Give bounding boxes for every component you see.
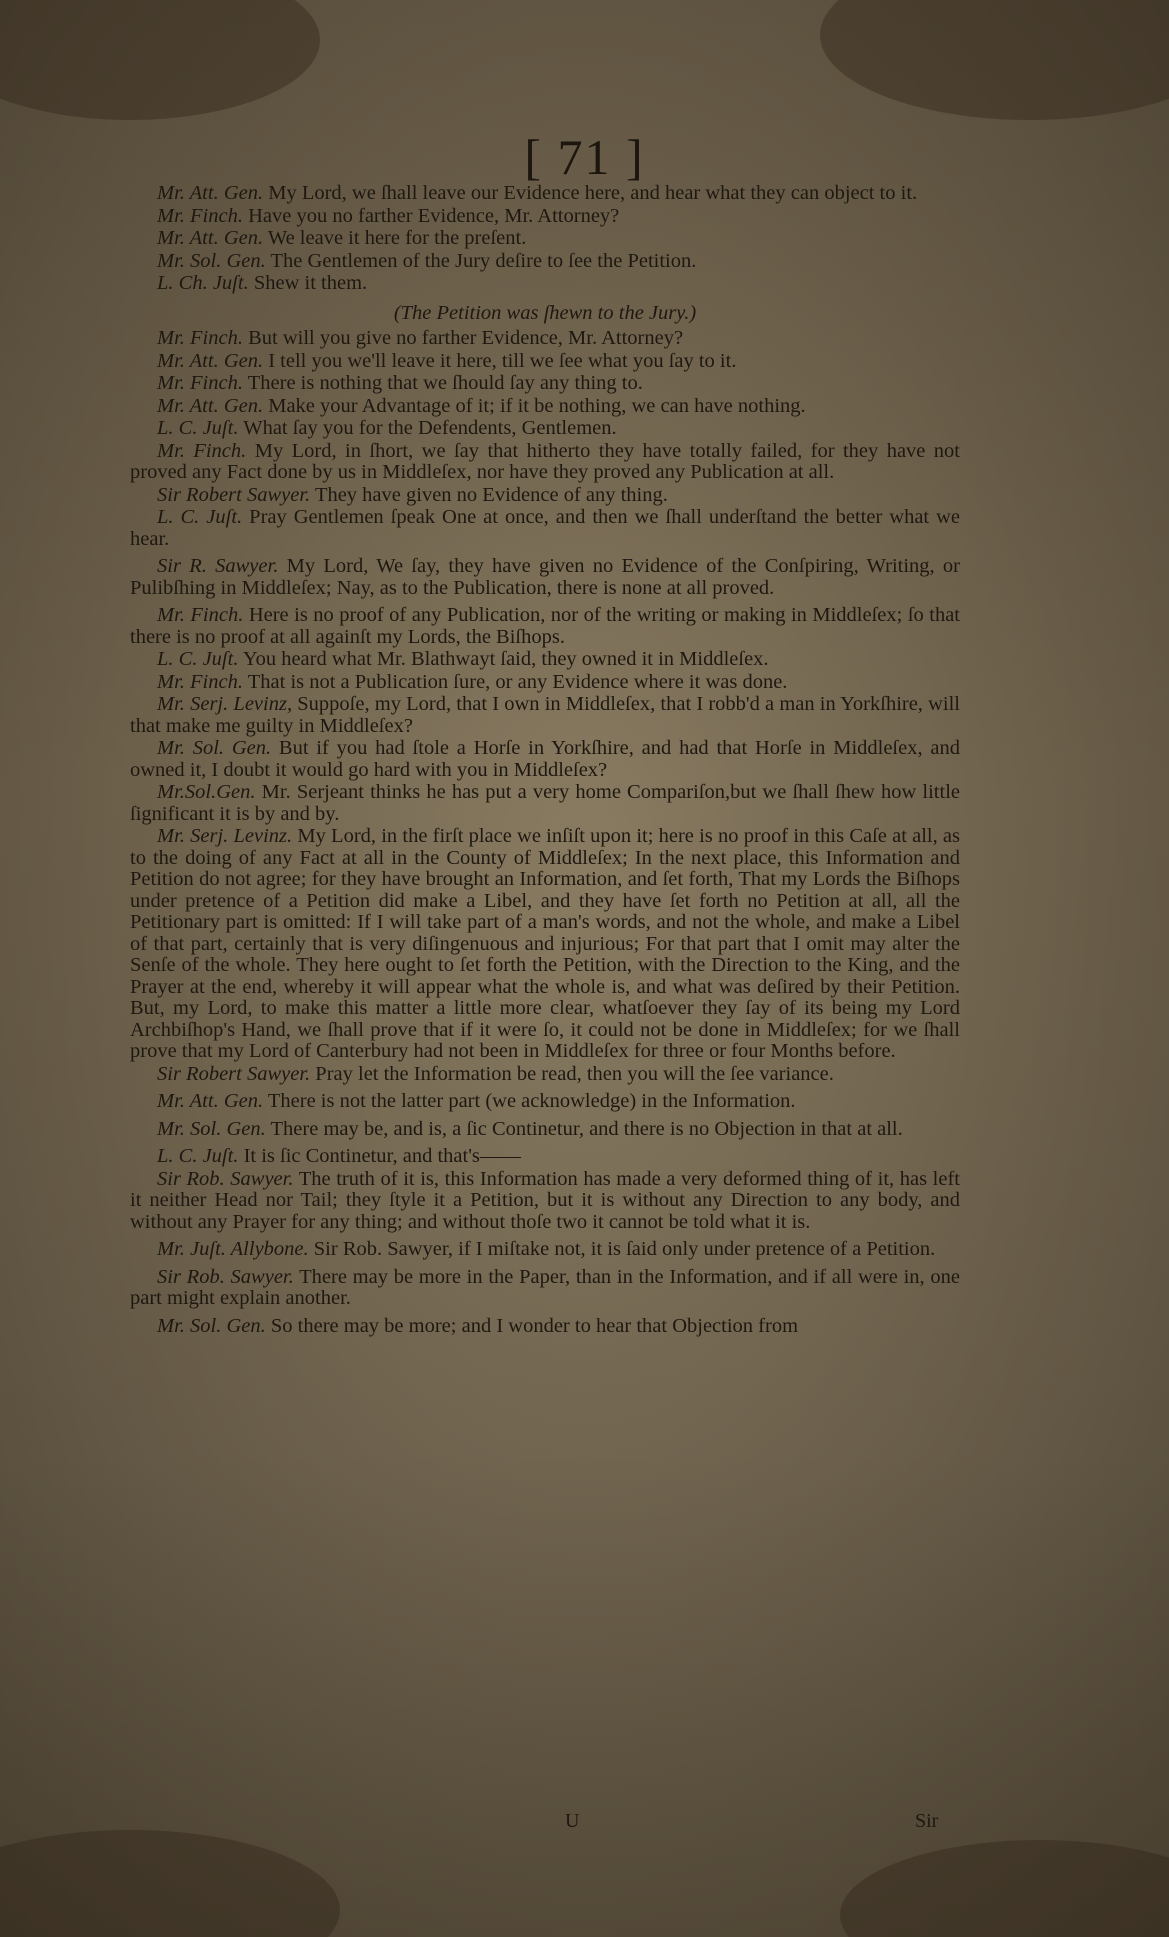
speech: Have you no farther Evidence, Mr. Attorney? [248,204,620,227]
dialogue-paragraph [130,373,960,395]
speech: But if you had ſtole a Horſe in Yorkſhire, and had that Horſe in Middleſex, and owned it, I doubt it would go hard with you in Middleſex? [130,737,960,781]
speaker: Mr. Sol. Gen. [157,737,272,759]
speech: Here is no proof of any Publication, nor of the writing or making in Middleſex; ſo that there is no proof at all againſt my Lords, the Biſhops. [130,604,960,648]
dialogue-paragraph [130,1239,960,1261]
speaker: Mr. Finch. [157,439,247,462]
dialogue-paragraph [130,672,960,694]
dialogue-paragraph [130,441,960,484]
speaker: Mr. Finch. [157,604,244,626]
speech: My Lord, in the firſt place we inſiſt upon it; here is no proof in this Caſe at all, as to the doing of any Fact at all in the County of Middleſex; In the next place, this Information and Petition do not agree; for they have brought an Information, and ſet forth, That my Lords the Biſhops under pretence of a Petition did make a Libel, and they have ſet forth no Petition at all, all the Petitionary part is omitted: If I will take part of a man's words, and not the whole, and make a Libel of that part, certainly that is very diſingenuous and injurious; For that part that I omit may alter the Senſe of the whole. They here ought to ſet forth the Petition, with the Direction to the King, and the Prayer at the end, whereby it will appear what the whole is, and what was deſired by their Petition. But, my Lord, to make this matter a little more clear, whatſoever they ſay of its being my Lord Archbiſhop's Hand, we ſhall prove that if it were ſo, it could not be done in Middleſex; for we ſhall prove that my Lord of Canterbury had not been in Middleſex for three or four Months before. [130,825,961,1062]
speaker: Mr. Att. Gen. [157,1090,264,1112]
speech: But will you give no farther Evidence, Mr. Attorney? [248,327,684,349]
speaker: Mr. Att. Gen. [157,227,264,249]
speaker: Sir Rob. Sawyer. [157,1265,294,1288]
speaker: Mr. Finch. [157,327,243,349]
speaker: Mr. Serj. Levinz, [157,693,293,715]
speaker: Sir Robert Sawyer. [157,483,311,506]
dialogue-paragraph [130,1267,960,1310]
body-text [130,183,960,1338]
signature-mark: U [565,1810,580,1832]
page-stain [840,1840,1169,1937]
dialogue-paragraph [130,738,960,781]
speaker: L. C. Juſt. [157,648,239,670]
dialogue-paragraph [130,206,960,228]
dialogue-paragraph [130,1146,960,1168]
speech: There may be more in the Paper, than in the Information, and if all were in, one part might explain another. [130,1265,960,1309]
speaker: Sir R. Sawyer. [157,555,279,577]
speech: We leave it here for the preſent. [267,227,527,249]
stage-direction: (The Petition was ſhewn to the Jury.) [393,301,697,324]
dialogue-paragraph [130,351,960,373]
page-stain [820,0,1169,120]
dialogue-paragraph [130,649,960,671]
speaker: L. C. Juſt. [157,506,243,528]
dialogue-paragraph [130,694,960,737]
speech: My Lord, we ſhall leave our Evidence here, and hear what they can object to it. [268,182,918,204]
speaker: Mr. Att. Gen. [157,394,264,417]
speech: The Gentlemen of the Jury deſire to ſee the Petition. [270,249,697,272]
speaker: Mr. Sol. Gen. [157,249,266,272]
speaker: Mr. Att. Gen. [157,182,264,204]
speech: That is not a Publication ſure, or any Evidence where it was done. [247,670,788,693]
speaker: Sir Rob. Sawyer. [157,1167,294,1190]
speech: So there may be more; and I wonder to hear that Objection from [270,1314,799,1337]
dialogue-paragraph [130,228,960,250]
dialogue-paragraph [130,273,960,295]
speaker: Mr. Serj. Levinz. [157,825,293,847]
speech: Make your Advantage of it; if it be nothing, we can have nothing. [268,394,806,417]
speaker: L. C. Juſt. [157,417,239,439]
speaker: Mr. Finch. [157,204,243,227]
speech: Sir Rob. Sawyer, if I miſtake not, it is ſaid only under pretence of a Petition. [313,1238,936,1260]
speech: My Lord, in ſhort, we ſay that hitherto they have totally failed, for they have not proved any Fact done by us in Middleſex, nor have they proved any Publication at all. [130,439,961,483]
dialogue-paragraph [130,1064,960,1086]
speech: Pray Gentlemen ſpeak One at once, and then we ſhall underſtand the better what we hear. [130,506,961,550]
dialogue-paragraph [130,1091,960,1113]
speech: I tell you we'll leave it here, till we ſee what you ſay to it. [268,349,737,372]
dialogue-paragraph [130,485,960,507]
speaker: Sir Robert Sawyer. [157,1062,311,1085]
speaker: Mr. Sol. Gen. [157,1117,266,1140]
dialogue-paragraph [130,418,960,440]
dialogue-paragraph [130,251,960,273]
speaker: Mr. Att. Gen. [157,349,264,372]
catchword: Sir [915,1810,939,1832]
speaker: L. Ch. Juſt. [157,272,249,294]
page-stain [0,0,320,120]
dialogue-paragraph [130,183,960,205]
speaker: Mr.Sol.Gen. [157,781,256,803]
speech: There is nothing that we ſhould ſay any thing to. [247,372,643,394]
speech: Shew it them. [253,272,368,294]
page-number: [ 71 ] [524,129,645,185]
speaker: Mr. Finch. [157,670,243,693]
speech: Suppoſe, my Lord, that I own in Middleſex, that I robb'd a man in Yorkſhire, will that make me guilty in Middleſex? [130,693,961,737]
speech: Pray let the Information be read, then you will the ſee variance. [315,1062,834,1085]
page-stain [0,1830,340,1937]
dialogue-paragraph [130,826,960,1063]
dialogue-paragraph [130,396,960,418]
speech: It is ſic Continetur, and that's—— [243,1145,521,1167]
speech: The truth of it is, this Information has made a very deformed thing of it, has left it neither Head nor Tail; they ſtyle it a Petition, but it is without any Direction to any body, and without any Prayer for any thing; and without thoſe two it cannot be told what it is. [130,1167,960,1233]
speech: My Lord, We ſay, they have given no Evidence of the Conſpiring, Writing, or Pulibſhing in Middleſex; Nay, as to the Publication, there is none at all proved. [130,555,961,599]
dialogue-paragraph [130,782,960,825]
dialogue-paragraph [130,328,960,350]
dialogue-paragraph [130,1316,960,1338]
dialogue-paragraph [130,605,960,648]
dialogue-paragraph [130,1169,960,1234]
dialogue-paragraph [130,1119,960,1141]
speech: What ſay you for the Defendents, Gentlemen. [243,417,617,439]
dialogue-paragraph [130,507,960,550]
speech: They have given no Evidence of any thing. [314,483,668,506]
dialogue-paragraph [130,556,960,599]
speaker: Mr. Finch. [157,372,243,394]
speech: You heard what Mr. Blathwayt ſaid, they owned it in Middleſex. [242,648,769,670]
speaker: Mr. Juſt. Allybone. [157,1238,309,1260]
speech: Mr. Serjeant thinks he has put a very home Compariſon,but we ſhall ſhew how little ſignificant it is by and by. [130,781,960,825]
speech: There may be, and is, a ſic Continetur, and there is no Objection in that at all. [270,1117,903,1140]
speaker: Mr. Sol. Gen. [157,1314,266,1337]
speaker: L. C. Juſt. [157,1145,239,1167]
speech: There is not the latter part (we acknowledge) in the Information. [267,1090,796,1112]
